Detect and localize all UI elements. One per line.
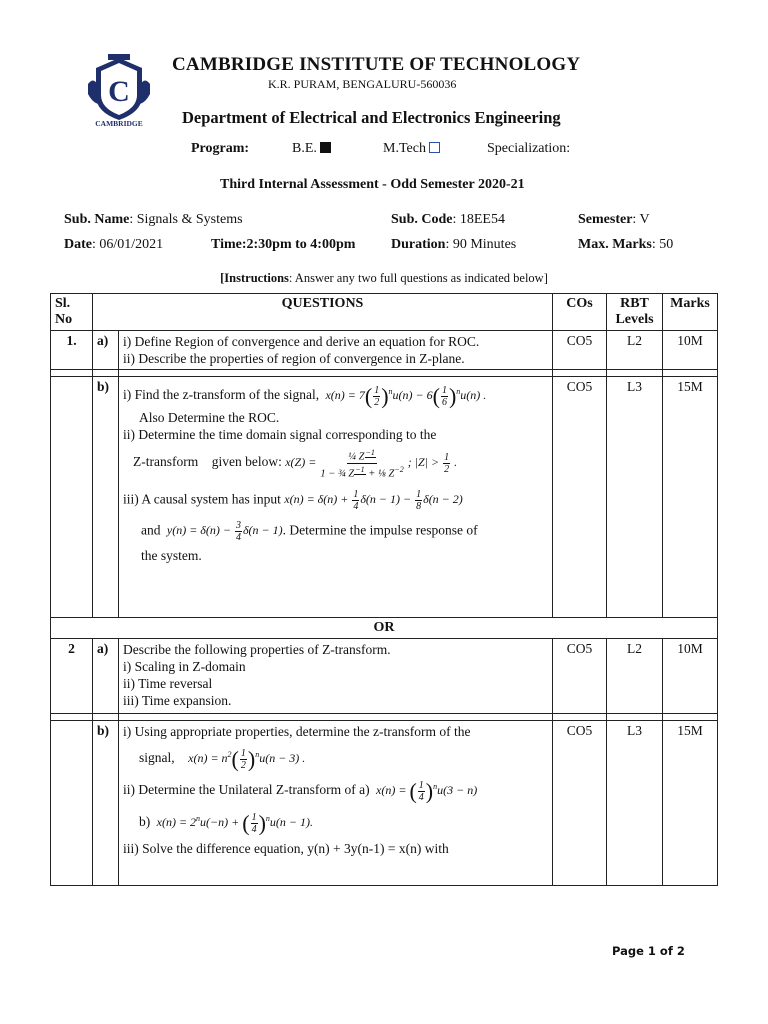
- part-label: a): [93, 331, 119, 370]
- marks: 10M: [663, 331, 718, 370]
- svg-text:C: C: [108, 75, 130, 108]
- page-number: Page 1 of 2: [612, 944, 685, 958]
- table-row: [51, 377, 718, 618]
- department-name: Department of Electrical and Electronics Engineering: [182, 108, 561, 127]
- institute-logo: [84, 54, 154, 130]
- marks: 15M: [663, 721, 718, 886]
- rbt-level: L2: [607, 331, 663, 370]
- header-questions: QUESTIONS: [93, 294, 553, 331]
- exam-date: Date: 06/01/2021: [64, 237, 164, 252]
- formula: $x(n) = 2^nu(-n)$ + ( $\frac{1}{4}$ )$^n$u(n − 1).: [153, 810, 313, 835]
- question-text: i) Using appropriate properties, determine the z-transform of the signal, $x(n) = n^2$( $\frac{1}{2}$ )$^n$u(n − 3) . ii) Determine the Unilateral Z-transform of a) x(n) = ( $\frac{1}{4}$ )$^n$u(3 − n) b) $x(n) = 2^nu(-n)$ + ( $\frac{1}{4}$ )$^n$u(n − 1). iii) Solve the difference equation, y(n) + 3y(n-1) = x(n) with: [119, 721, 553, 886]
- specialization-label: Specialization:: [487, 141, 571, 156]
- question-table: [50, 293, 718, 886]
- co: CO5: [553, 639, 607, 714]
- formula: x(Z) = $\frac{\frac{1}{4} Z^{-1}}{1 - \frac{3}{4} Z^{-1} + \frac{1}{8} Z^{-2}}$ ; |Z| > $\frac{1}{2}$ .: [285, 448, 458, 479]
- program-be-label: B.E.: [292, 141, 317, 156]
- table-row: [51, 639, 718, 714]
- formula: y(n) = δ(n) − $\frac{3}{4}$ δ(n − 1): [163, 520, 283, 543]
- table-row: [51, 331, 718, 370]
- duration: Duration: 90 Minutes: [391, 237, 517, 252]
- rbt-level: L2: [607, 639, 663, 714]
- part-label: b): [93, 377, 119, 618]
- question-number: 1.: [51, 331, 93, 370]
- formula: x(n) = δ(n) + $\frac{1}{4}$ δ(n − 1) − $\frac{1}{8}$ δ(n − 2): [284, 489, 463, 512]
- program-mtech-label: M.Tech: [383, 141, 426, 156]
- program-mtech: [383, 141, 440, 157]
- table-row: [51, 721, 718, 886]
- table-header-row: [51, 294, 718, 331]
- marks: 15M: [663, 377, 718, 618]
- rbt-level: L3: [607, 377, 663, 618]
- question-number: 2: [51, 639, 93, 714]
- max-marks: Max. Marks: 50: [578, 237, 674, 252]
- checkbox-empty-icon: [429, 142, 440, 153]
- question-text: i) Find the z-transform of the signal, x(n) = 7( $\frac{1}{2}$ )$^n$u(n) − 6( $\frac{1}{6}$ )$^n$u(n) . Also Determine the ROC. ii) Determine the time domain signal corresponding to the Z-transform given below: x(Z) = $\frac{\frac{1}{4} Z^{-1}}{1 - \frac{3}{4} Z^{-1} + \frac{1}{8} Z^{-2}}$ ; |Z| > $\frac{1}{2}$ . iii) A causal system has input x(n) = δ(n) + $\frac{1}{4}$ δ(n − 1) − $\frac{1}{8}$ δ(n − 2) and y(n) = δ(n) − $\frac{3}{4}$ δ(n − 1). Determine the impulse response of the system.: [119, 377, 553, 618]
- header-cos: COs: [553, 294, 607, 331]
- formula: x(n) = ( $\frac{1}{4}$ )$^n$u(3 − n): [373, 778, 478, 803]
- co: CO5: [553, 377, 607, 618]
- part-label: b): [93, 721, 119, 886]
- rbt-level: L3: [607, 721, 663, 886]
- header-rbt: RBT Levels: [607, 294, 663, 331]
- co: CO5: [553, 331, 607, 370]
- program-label: Program:: [191, 141, 250, 156]
- co: CO5: [553, 721, 607, 886]
- instructions: [Instructions: Answer any two full questions as indicated below]: [220, 271, 548, 285]
- institute-name: CAMBRIDGE INSTITUTE OF TECHNOLOGY: [172, 54, 581, 75]
- semester: Semester: V: [578, 212, 650, 227]
- exam-time: Time:2:30pm to 4:00pm: [211, 237, 356, 252]
- checkbox-checked-icon: [320, 142, 331, 153]
- program-be: [292, 141, 331, 157]
- or-row: [51, 618, 718, 639]
- question-text: i) Define Region of convergence and derive an equation for ROC. ii) Describe the properties of region of convergence in Z-plane.: [119, 331, 553, 370]
- part-label: a): [93, 639, 119, 714]
- formula: x(n) = 7( $\frac{1}{2}$ )$^n$u(n) − 6( $\frac{1}{6}$ )$^n$u(n) .: [322, 383, 487, 408]
- header-marks: Marks: [663, 294, 718, 331]
- question-text: Describe the following properties of Z-transform. i) Scaling in Z-domain ii) Time reversal iii) Time expansion.: [119, 639, 553, 714]
- marks: 10M: [663, 639, 718, 714]
- formula: $x(n) = n^2$( $\frac{1}{2}$ )$^n$u(n − 3) .: [188, 746, 306, 771]
- header-slno: Sl. No: [51, 294, 93, 331]
- sub-code: Sub. Code: 18EE54: [391, 212, 505, 227]
- sub-name: Sub. Name: Signals & Systems: [64, 212, 243, 227]
- institute-address: K.R. PURAM, BENGALURU-560036: [268, 77, 457, 91]
- logo-text: CAMBRIDGE: [95, 119, 143, 128]
- assessment-title: Third Internal Assessment - Odd Semester 2020-21: [220, 177, 525, 192]
- or-label: OR: [51, 618, 718, 639]
